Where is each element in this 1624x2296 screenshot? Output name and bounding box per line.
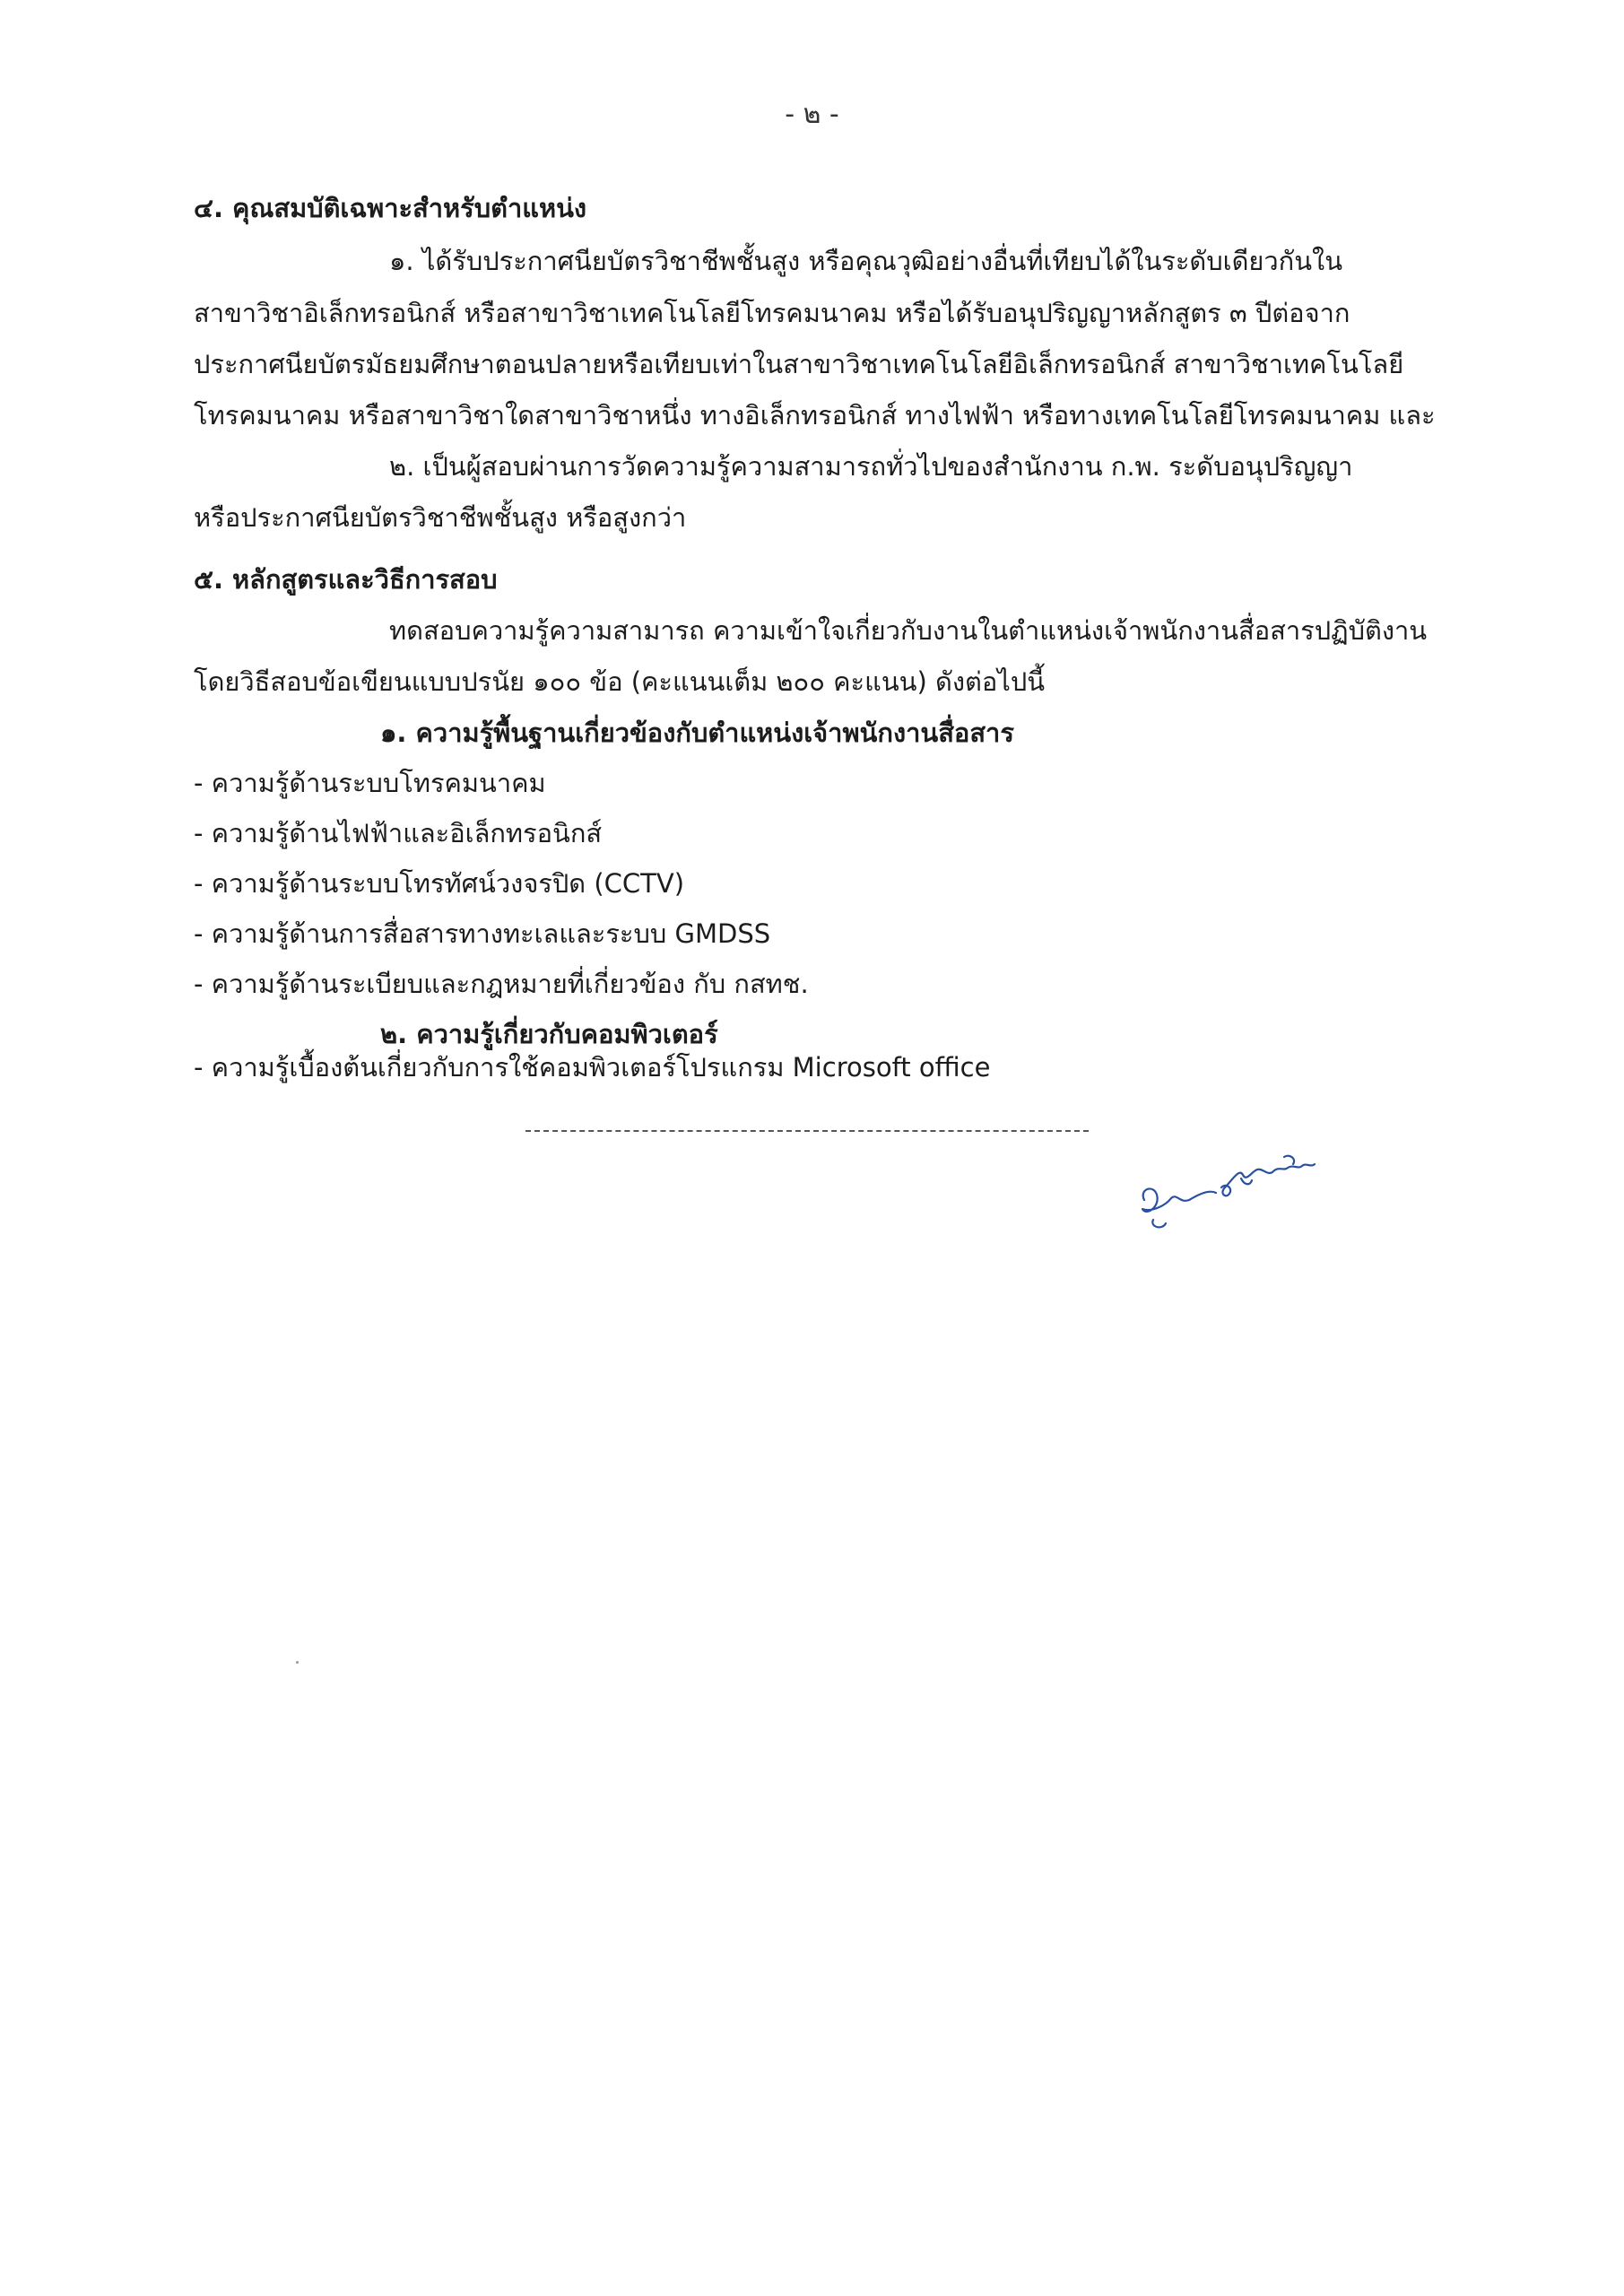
part-1-item: - ความรู้ด้านระบบโทรทัศน์วงจรปิด (CCTV) xyxy=(194,868,685,899)
part-1-item: - ความรู้ด้านระบบโทรคมนาคม xyxy=(194,768,546,798)
section-5-intro-line-1: ทดสอบความรู้ความสามารถ ความเข้าใจเกี่ยวกับงานในตำแหน่งเจ้าพนักงานสื่อสารปฏิบัติงาน xyxy=(389,615,1428,646)
page-number: - ๒ - xyxy=(785,99,839,130)
part-1-item: - ความรู้ด้านระเบียบและกฎหมายที่เกี่ยวข้อง กับ กสทช. xyxy=(194,969,809,999)
section-4-line-1: ๑. ได้รับประกาศนียบัตรวิชาชีพชั้นสูง หรือคุณวุฒิอย่างอื่นที่เทียบได้ในระดับเดียวกันใน xyxy=(389,246,1343,276)
section-4-line-3: ประกาศนียบัตรมัธยมศึกษาตอนปลายหรือเทียบเท่าในสาขาวิชาเทคโนโลยีอิเล็กทรอนิกส์ สาขาวิชาเทคโนโลยี xyxy=(194,349,1404,379)
section-4-line-5: ๒. เป็นผู้สอบผ่านการวัดความรู้ความสามารถทั่วไปของสำนักงาน ก.พ. ระดับอนุปริญญา xyxy=(389,451,1353,482)
section-5-heading: ๕. หลักสูตรและวิธีการสอบ xyxy=(194,564,498,595)
part-1-heading: ๑. ความรู้พื้นฐานเกี่ยวข้องกับตำแหน่งเจ้าพนักงานสื่อสาร xyxy=(380,718,1014,748)
handwritten-signature xyxy=(1126,1130,1342,1247)
section-4-line-2: สาขาวิชาอิเล็กทรอนิกส์ หรือสาขาวิชาเทคโนโลยีโทรคมนาคม หรือได้รับอนุปริญญาหลักสูตร ๓ ปีต่อจาก xyxy=(194,298,1350,328)
part-2-item: - ความรู้เบื้องต้นเกี่ยวกับการใช้คอมพิวเตอร์โปรแกรม Microsoft office xyxy=(194,1052,991,1083)
section-5-intro-line-2: โดยวิธีสอบข้อเขียนแบบปรนัย ๑๐๐ ข้อ (คะแนนเต็ม ๒๐๐ คะแนน) ดังต่อไปนี้ xyxy=(194,666,1046,697)
section-4-line-4: โทรคมนาคม หรือสาขาวิชาใดสาขาวิชาหนึ่ง ทางอิเล็กทรอนิกส์ ทางไฟฟ้า หรือทางเทคโนโลยีโทรคมนาคม และ xyxy=(194,400,1436,430)
scan-speck xyxy=(296,1661,299,1664)
part-1-item: - ความรู้ด้านไฟฟ้าและอิเล็กทรอนิกส์ xyxy=(194,818,603,848)
section-4-line-6: หรือประกาศนียบัตรวิชาชีพชั้นสูง หรือสูงกว่า xyxy=(194,502,687,533)
part-2-heading: ๒. ความรู้เกี่ยวกับคอมพิวเตอร์ xyxy=(380,1019,718,1049)
end-divider xyxy=(525,1130,1089,1132)
section-4-heading: ๔. คุณสมบัติเฉพาะสำหรับตำแหน่ง xyxy=(194,193,587,223)
part-1-item: - ความรู้ด้านการสื่อสารทางทะเลและระบบ GMDSS xyxy=(194,918,771,949)
